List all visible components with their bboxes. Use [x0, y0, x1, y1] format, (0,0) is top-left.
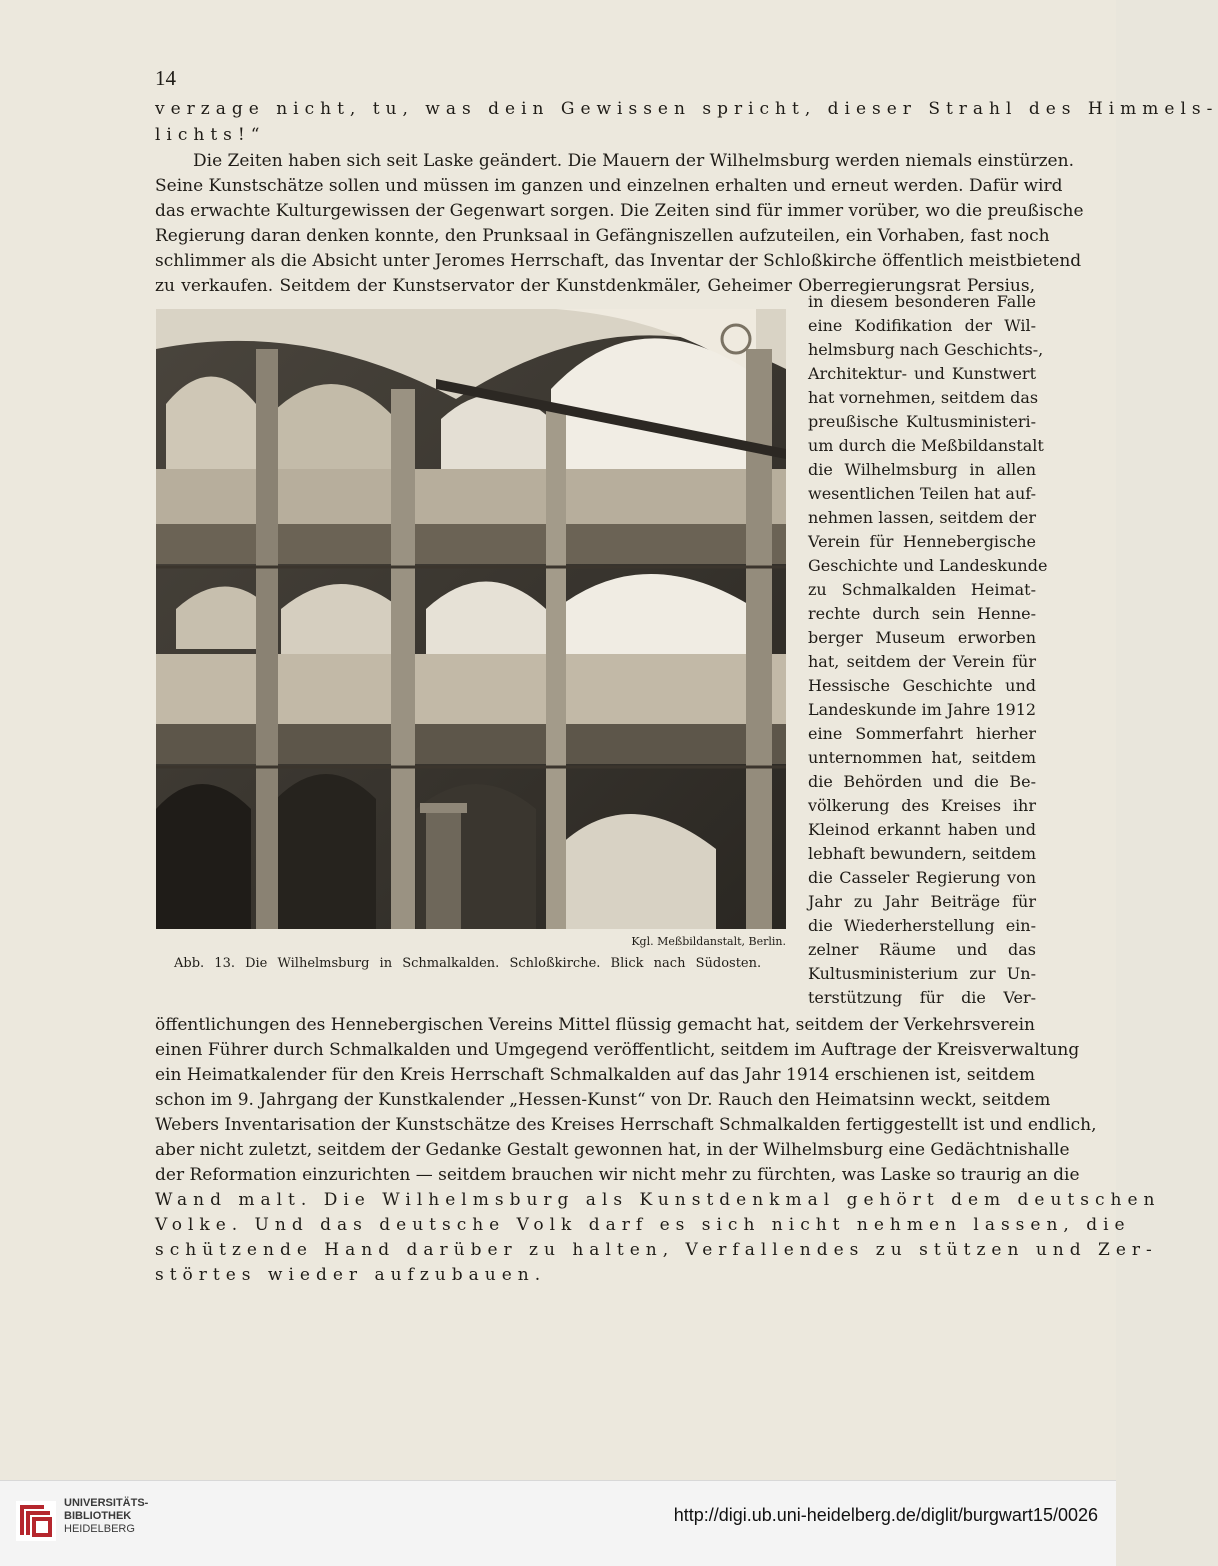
library-logo-icon[interactable]	[14, 1499, 58, 1543]
text-line: aber nicht zuletzt, seitdem der Gedanke Gestalt gewonnen hat, in der Wilhelmsburg eine Gedächtnishalle	[155, 1140, 1070, 1160]
side-text-line: Kultusministerium zur Un-	[808, 964, 1036, 983]
side-text-line: nehmen lassen, seitdem der	[808, 508, 1036, 527]
text-line: schlimmer als die Absicht unter Jeromes Herrschaft, das Inventar der Schloßkirche öffentlich meistbietend	[155, 251, 1082, 271]
text-line: ein Heimatkalender für den Kreis Herrschaft Schmalkalden auf das Jahr 1914 erschienen ist, seitdem	[155, 1065, 1035, 1085]
side-text-line: helmsburg nach Geschichts-,	[808, 340, 1044, 359]
library-name[interactable]	[64, 1497, 148, 1536]
text-line: der Reformation einzurichten — seitdem brauchen wir nicht mehr zu fürchten, was Laske so traurig an die	[155, 1165, 1080, 1185]
library-name-line: UNIVERSITÄTS-	[64, 1497, 149, 1509]
text-line: lichts!“	[155, 125, 266, 145]
text-line: das erwachte Kulturgewissen der Gegenwart sorgen. Die Zeiten sind für immer vorüber, wo die preußische	[155, 201, 1084, 221]
side-text-line: die Casseler Regierung von	[808, 868, 1036, 887]
text-line: Webers Inventarisation der Kunstschätze des Kreises Herrschaft Schmalkalden fertiggestellt ist und endlich,	[155, 1115, 1097, 1135]
text-line: zu verkaufen. Seitdem der Kunstservator der Kunstdenkmäler, Geheimer Oberregierungsrat Persius,	[155, 276, 1035, 296]
text-line: verzage nicht, tu, was dein Gewissen spricht, dieser Strahl des Himmels-	[155, 99, 1218, 119]
side-text-line: völkerung des Kreises ihr	[808, 796, 1036, 815]
side-text-line: berger Museum erworben	[808, 628, 1036, 647]
side-text-line: Architektur- und Kunstwert	[808, 364, 1036, 383]
side-text-line: Verein für Hennebergische	[808, 532, 1036, 551]
text-line: Wand malt. Die Wilhelmsburg als Kunstdenkmal gehört dem deutschen	[155, 1190, 1161, 1210]
figure-caption: Abb. 13. Die Wilhelmsburg in Schmalkalden. Schloßkirche. Blick nach Südosten.	[174, 956, 762, 971]
side-text-line: in diesem besonderen Falle	[808, 292, 1036, 311]
source-url-link[interactable]: http://digi.ub.uni-heidelberg.de/diglit/burgwart15/0026	[673, 1505, 1098, 1525]
side-text-line: Kleinod erkannt haben und	[808, 820, 1036, 839]
side-text-line: terstützung für die Ver-	[808, 988, 1036, 1007]
text-line: schon im 9. Jahrgang der Kunstkalender „Hessen-Kunst“ von Dr. Rauch den Heimatsinn weckt, seitdem	[155, 1090, 1051, 1110]
text-line: einen Führer durch Schmalkalden und Umgegend veröffentlicht, seitdem im Auftrage der Kreisverwaltung	[155, 1040, 1080, 1060]
side-text-line: Hessische Geschichte und	[808, 676, 1036, 695]
text-line: schützende Hand darüber zu halten, Verfallendes zu stützen und Zer-	[155, 1240, 1158, 1260]
side-text-line: unternommen hat, seitdem	[808, 748, 1036, 767]
photo-credit: Kgl. Meßbildanstalt, Berlin.	[631, 935, 786, 948]
side-text-line: wesentlichen Teilen hat auf-	[808, 484, 1036, 503]
side-text-line: die Behörden und die Be-	[808, 772, 1036, 791]
side-text-line: rechte durch sein Henne-	[808, 604, 1036, 623]
side-text-line: lebhaft bewundern, seitdem	[808, 844, 1037, 863]
text-line: störtes wieder aufzubauen.	[155, 1265, 547, 1285]
side-text-line: hat vornehmen, seitdem das	[808, 388, 1039, 407]
side-text-line: preußische Kultusministeri-	[808, 412, 1036, 431]
side-text-line: die Wilhelmsburg in allen	[808, 460, 1036, 479]
side-text-line: zelner Räume und das	[808, 940, 1036, 959]
photo-illustration	[156, 309, 786, 929]
text-line: Volke. Und das deutsche Volk darf es sich nicht nehmen lassen, die	[155, 1215, 1131, 1235]
side-text-line: zu Schmalkalden Heimat-	[808, 580, 1036, 599]
text-line: öffentlichungen des Hennebergischen Vereins Mittel flüssig gemacht hat, seitdem der Verkehrsverein	[155, 1015, 1035, 1035]
side-text-line: um durch die Meßbildanstalt	[808, 436, 1044, 455]
side-text-line: eine Sommerfahrt hierher	[808, 724, 1036, 743]
library-footer	[0, 1480, 1116, 1566]
text-line: Regierung daran denken konnte, den Prunksaal in Gefängniszellen aufzuteilen, ein Vorhaben, fast noch	[155, 226, 1050, 246]
side-text-line: Jahr zu Jahr Beiträge für	[808, 892, 1036, 911]
page-number: 14	[155, 66, 176, 90]
side-text-line: die Wiederherstellung ein-	[808, 916, 1036, 935]
side-text-line: Landeskunde im Jahre 1912	[808, 700, 1037, 719]
side-text-line: hat, seitdem der Verein für	[808, 652, 1036, 671]
text-line: Seine Kunstschätze sollen und müssen im ganzen und einzelnen erhalten und erneut werden. Dafür wird	[155, 176, 1063, 196]
church-interior-photo	[156, 309, 786, 929]
side-text-line: eine Kodifikation der Wil-	[808, 316, 1036, 335]
library-name-line: BIBLIOTHEK	[64, 1510, 132, 1522]
library-name-line: HEIDELBERG	[64, 1523, 135, 1535]
side-text-line: Geschichte und Landeskunde	[808, 556, 1048, 575]
text-line: Die Zeiten haben sich seit Laske geändert. Die Mauern der Wilhelmsburg werden niemals einstürzen.	[193, 151, 1074, 171]
